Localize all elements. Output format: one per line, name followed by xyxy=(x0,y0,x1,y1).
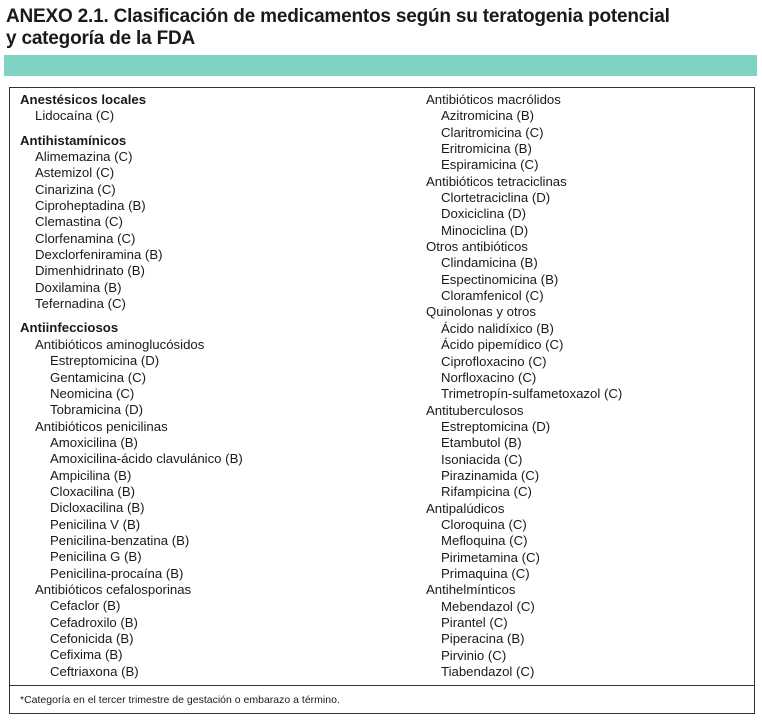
drug-item: Claritromicina (C) xyxy=(441,124,544,140)
drug-item: Pirantel (C) xyxy=(441,615,508,630)
drug-item: Pirimetamina (C) xyxy=(441,549,540,565)
section-heading: Antiinfecciosos xyxy=(20,320,119,336)
subsection-label: Otros antibióticos xyxy=(426,239,528,255)
drug-item: Estreptomicina (D) xyxy=(441,418,551,434)
drug-item: Cefadroxilo (B) xyxy=(50,614,138,630)
drug-item: Ciproheptadina (B) xyxy=(35,198,146,214)
drug-item: Dicloxacilina (B) xyxy=(50,500,145,516)
section-heading: Anestésicos locales xyxy=(20,92,147,107)
drug-item: Norfloxacino (C) xyxy=(441,369,537,385)
drug-item: Astemizol (C) xyxy=(35,165,115,181)
drug-table-box xyxy=(9,87,755,714)
drug-item: Mebendazol (C) xyxy=(441,598,535,614)
drug-item: Espectinomicina (B) xyxy=(441,271,559,287)
drug-item: Penicilina V (B) xyxy=(50,516,141,532)
drug-item: Ceftriaxona (B) xyxy=(50,663,139,679)
left-column xyxy=(20,92,410,680)
drug-item: Cefaclor (B) xyxy=(50,598,121,614)
drug-item: Penicilina G (B) xyxy=(50,549,142,565)
drug-item: Cefonicida (B) xyxy=(50,631,134,646)
drug-item: Doxiciclina (D) xyxy=(441,206,526,222)
subsection-label: Antibióticos penicilinas xyxy=(35,418,168,434)
drug-item: Rifampicina (C) xyxy=(441,484,532,500)
subsection-label: Antibióticos tetraciclinas xyxy=(426,173,567,189)
drug-item: Ácido nalidíxico (B) xyxy=(441,320,554,336)
drug-item: Ampicilina (B) xyxy=(50,467,132,483)
drug-item: Clortetraciclina (D) xyxy=(441,190,551,206)
right-column xyxy=(426,92,746,680)
drug-item: Eritromicina (B) xyxy=(441,141,532,157)
drug-item: Espiramicina (C) xyxy=(441,157,539,173)
drug-item: Amoxicilina (B) xyxy=(50,434,138,450)
title-line-2: y categoría de la FDA xyxy=(6,28,196,49)
drug-item: Estreptomicina (D) xyxy=(50,353,160,369)
subsection-label: Antibióticos aminoglucósidos xyxy=(35,336,205,352)
subsection-label: Quinolonas y otros xyxy=(426,304,536,320)
drug-item: Amoxicilina-ácido clavulánico (B) xyxy=(50,451,243,467)
subsection-label: Antituberculosos xyxy=(426,402,524,418)
drug-item: Piperacina (B) xyxy=(441,631,525,647)
drug-item: Penicilina-benzatina (B) xyxy=(50,532,190,548)
drug-item: Dexclorfeniramina (B) xyxy=(35,247,163,263)
drug-item: Cloramfenicol (C) xyxy=(441,288,544,304)
drug-item: Clemastina (C) xyxy=(35,214,123,230)
drug-item: Trimetropín-sulfametoxazol (C) xyxy=(441,386,623,402)
drug-item: Pirvinio (C) xyxy=(441,647,507,663)
drug-item: Ácido pipemídico (C) xyxy=(441,337,564,353)
drug-item: Cinarizina (C) xyxy=(35,181,116,197)
drug-item: Azitromicina (B) xyxy=(441,108,535,124)
footnote-divider xyxy=(10,685,754,686)
drug-item: Mefloquina (C) xyxy=(441,533,528,549)
footnote: *Categoría en el tercer trimestre de gestación o embarazo a término. xyxy=(20,694,340,706)
drug-item: Pirazinamida (C) xyxy=(441,467,540,483)
drug-item: Gentamicina (C) xyxy=(50,369,147,385)
drug-item: Lidocaína (C) xyxy=(35,108,115,124)
drug-item: Cloxacilina (B) xyxy=(50,483,136,499)
header-color-band xyxy=(4,55,757,76)
drug-item: Alimemazina (C) xyxy=(35,149,133,165)
drug-item: Isoniacida (C) xyxy=(441,451,523,467)
drug-item: Etambutol (B) xyxy=(441,435,522,451)
subsection-label: Antipalúdicos xyxy=(426,500,505,516)
drug-item: Tobramicina (D) xyxy=(50,402,144,418)
drug-item: Tefernadina (C) xyxy=(35,296,126,312)
drug-item: Cefixima (B) xyxy=(50,647,123,663)
drug-item: Ciprofloxacino (C) xyxy=(441,353,547,369)
drug-item: Clorfenamina (C) xyxy=(35,230,136,246)
subsection-label: Antibióticos macrólidos xyxy=(426,92,561,107)
drug-item: Tiabendazol (C) xyxy=(441,664,535,680)
drug-item: Neomicina (C) xyxy=(50,385,135,401)
drug-item: Clindamicina (B) xyxy=(441,255,538,271)
drug-item: Dimenhidrinato (B) xyxy=(35,263,145,279)
drug-item: Cloroquina (C) xyxy=(441,516,527,532)
drug-item: Doxilamina (B) xyxy=(35,279,122,295)
subsection-label: Antihelmínticos xyxy=(426,582,516,598)
drug-item: Primaquina (C) xyxy=(441,565,530,581)
drug-item: Penicilina-procaína (B) xyxy=(50,565,184,581)
section-heading: Antihistamínicos xyxy=(20,132,127,148)
subsection-label: Antibióticos cefalosporinas xyxy=(35,581,192,597)
document-title xyxy=(6,6,746,50)
drug-item: Minociclina (D) xyxy=(441,222,529,238)
title-line-1: ANEXO 2.1. Clasificación de medicamentos según su teratogenia potencial xyxy=(6,6,670,27)
